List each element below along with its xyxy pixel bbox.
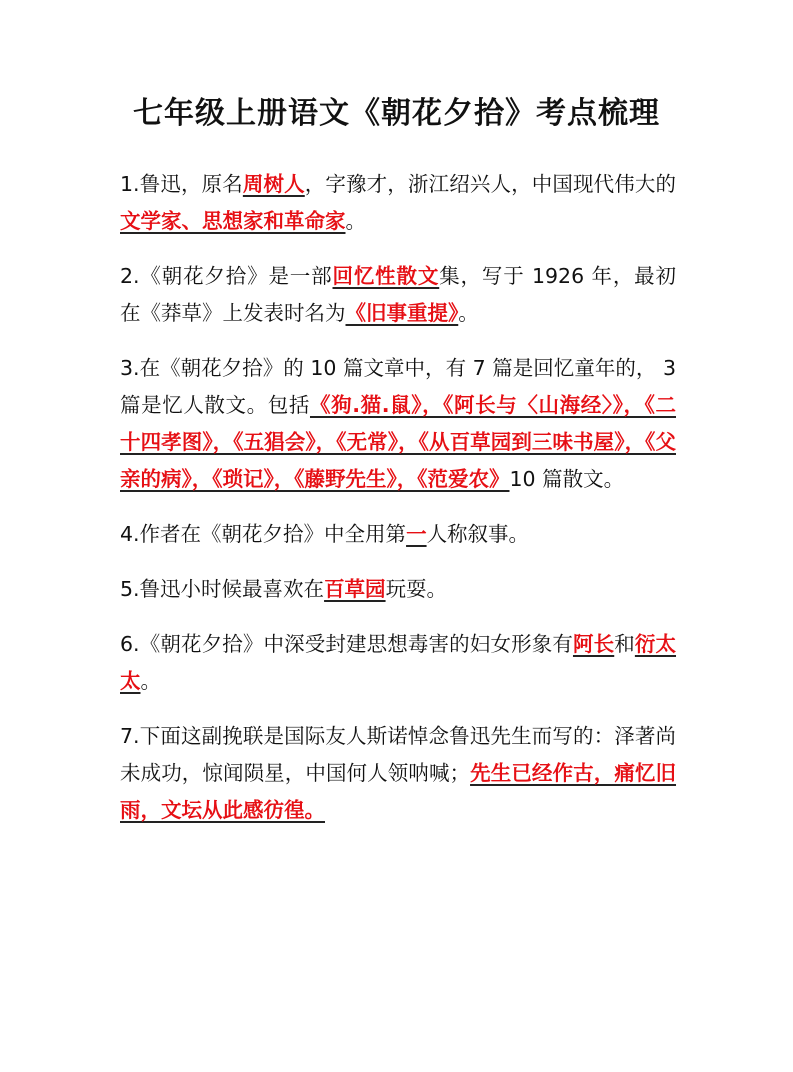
answer-text: 衍太太 bbox=[120, 632, 677, 693]
answer-text: 《旧事重提》 bbox=[345, 301, 459, 325]
answer-text: 一 bbox=[406, 522, 427, 546]
answer-text: 周树人 bbox=[242, 172, 305, 196]
question-text: 4.作者在《朝花夕拾》中全用第 bbox=[120, 522, 407, 546]
question-text: 和 bbox=[614, 632, 635, 656]
question-text: 7.下面这副挽联是国际友人斯诺悼念鲁迅先生而写的：泽著尚未成功，惊闻陨星，中国何人领呐喊； bbox=[120, 724, 676, 785]
question-text: 集，写于 1926 年，最初在《莽草》上发表时名为 bbox=[120, 264, 677, 325]
question-list bbox=[120, 166, 676, 847]
question-text: 。 bbox=[458, 301, 479, 325]
question-text: 3.在《朝花夕拾》的 10 篇文章中，有 7 篇是回忆童年的， 3 篇是忆人散文。包括 bbox=[120, 356, 676, 417]
answer-text: 回忆性散文 bbox=[332, 264, 440, 288]
page-title: 七年级上册语文《朝花夕拾》考点梳理 bbox=[133, 96, 660, 131]
question-text: 。 bbox=[140, 669, 161, 693]
question-text: 人称叙事。 bbox=[426, 522, 530, 546]
answer-text: 阿长 bbox=[572, 632, 615, 656]
answer-text: 百草园 bbox=[324, 577, 386, 601]
question-text: ，字豫才，浙江绍兴人，中国现代伟大的 bbox=[304, 172, 677, 196]
answer-text: 先生已经作古，痛忆旧雨，文坛从此感彷徨。 bbox=[120, 761, 677, 822]
question-text: 1.鲁迅，原名 bbox=[120, 172, 243, 196]
question-item bbox=[120, 166, 676, 240]
question-text: 玩耍。 bbox=[385, 577, 448, 601]
question-item bbox=[120, 571, 676, 608]
question-text: 6.《朝花夕拾》中深受封建思想毒害的妇女形象有 bbox=[120, 632, 573, 656]
question-item bbox=[120, 350, 676, 498]
question-text: 10 篇散文。 bbox=[509, 467, 625, 491]
question-text: 2.《朝花夕拾》是一部 bbox=[120, 264, 333, 288]
question-item bbox=[120, 258, 676, 332]
question-item bbox=[120, 516, 676, 553]
question-text: 5.鲁迅小时候最喜欢在 bbox=[120, 577, 325, 601]
answer-text: 文学家、思想家和革命家 bbox=[120, 209, 346, 233]
question-text: 。 bbox=[345, 209, 366, 233]
answer-text: 《狗.猫.鼠》，《阿长与〈山海经〉》，《二十四孝图》，《五猖会》，《无常》，《从百草园到三味书屋》，《父亲的病》，《琐记》，《藤野先生》，《范爱农》 bbox=[120, 393, 676, 491]
question-item bbox=[120, 626, 676, 700]
question-item bbox=[120, 718, 676, 829]
